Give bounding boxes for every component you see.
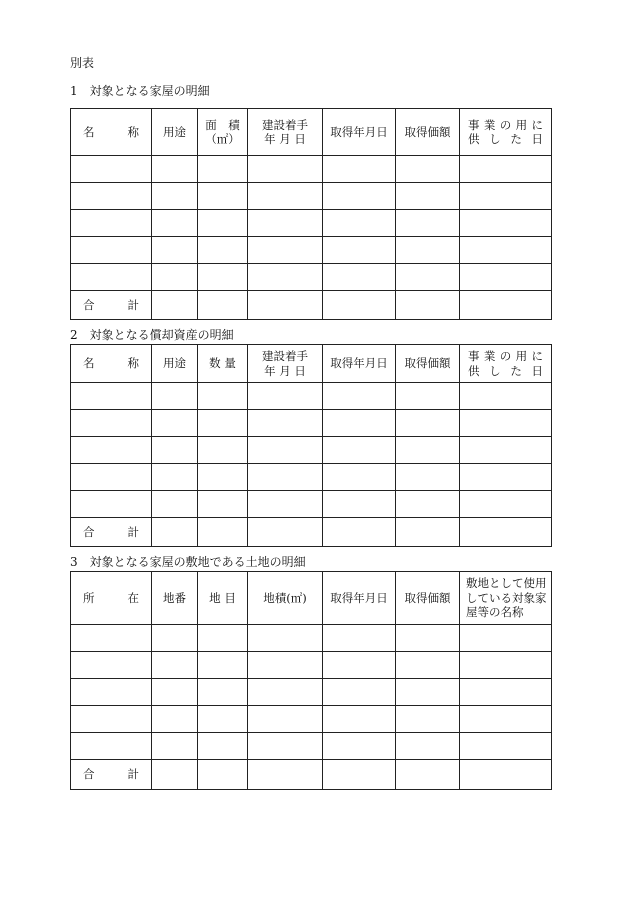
cell-land-category[interactable] (198, 760, 248, 790)
cell-lot-number[interactable] (152, 733, 198, 760)
cell-service-date[interactable] (460, 156, 552, 183)
cell-build-start[interactable] (248, 383, 323, 410)
cell-acq-date[interactable] (323, 491, 396, 518)
header-service-date (460, 109, 552, 156)
cell-lot-number[interactable] (152, 625, 198, 652)
cell-acq-date[interactable] (323, 625, 396, 652)
cell-name[interactable] (71, 156, 152, 183)
cell-build-start[interactable] (248, 518, 323, 547)
cell-land-area[interactable] (248, 652, 323, 679)
cell-site-usage[interactable] (460, 679, 552, 706)
cell-build-start[interactable] (248, 491, 323, 518)
cell-build-start[interactable] (248, 464, 323, 491)
cell-location[interactable] (71, 625, 152, 652)
cell-acq-date[interactable] (323, 410, 396, 437)
cell-acq-date[interactable] (323, 183, 396, 210)
cell-acq-date[interactable] (323, 518, 396, 547)
cell-name[interactable] (71, 183, 152, 210)
header-usage-line2: している対象家 (466, 590, 547, 605)
cell-quantity[interactable] (198, 410, 248, 437)
table-row (71, 464, 552, 491)
cell-land-area[interactable] (248, 733, 323, 760)
total-label: 合 計 (71, 291, 152, 320)
cell-service-date[interactable] (460, 437, 552, 464)
cell-land-category[interactable] (198, 679, 248, 706)
cell-quantity[interactable] (198, 383, 248, 410)
header-land-area: 地積(㎡) (248, 572, 323, 625)
header-acq-date: 取得年月日 (323, 109, 396, 156)
header-acq-date: 取得年月日 (323, 572, 396, 625)
header-acq-price: 取得価額 (396, 572, 460, 625)
table-row (71, 491, 552, 518)
header-acq-date: 取得年月日 (323, 345, 396, 383)
header-quantity: 数 量 (198, 345, 248, 383)
cell-acq-price[interactable] (396, 518, 460, 547)
cell-use[interactable] (152, 210, 198, 237)
header-service-date (460, 345, 552, 383)
cell-acq-date[interactable] (323, 464, 396, 491)
cell-service-date[interactable] (460, 383, 552, 410)
cell-acq-price[interactable] (396, 291, 460, 320)
table-row (71, 237, 552, 264)
cell-acq-date[interactable] (323, 733, 396, 760)
cell-acq-price[interactable] (396, 383, 460, 410)
total-row (71, 291, 552, 320)
cell-build-start[interactable] (248, 437, 323, 464)
cell-acq-price[interactable] (396, 437, 460, 464)
cell-use[interactable] (152, 291, 198, 320)
cell-acq-price[interactable] (396, 183, 460, 210)
header-site-usage (460, 572, 552, 625)
cell-site-usage[interactable] (460, 706, 552, 733)
table-row (71, 733, 552, 760)
cell-acq-date[interactable] (323, 383, 396, 410)
cell-acq-date[interactable] (323, 652, 396, 679)
cell-acq-price[interactable] (396, 706, 460, 733)
cell-location[interactable] (71, 652, 152, 679)
cell-service-date[interactable] (460, 237, 552, 264)
header-row (71, 109, 552, 156)
header-usage-line3: 屋等の名称 (466, 605, 524, 620)
cell-acq-price[interactable] (396, 491, 460, 518)
header-name: 名 称 (71, 345, 152, 383)
cell-land-area[interactable] (248, 679, 323, 706)
cell-quantity[interactable] (198, 491, 248, 518)
cell-lot-number[interactable] (152, 652, 198, 679)
cell-lot-number[interactable] (152, 679, 198, 706)
section1-title: 1 対象となる家屋の明細 (70, 84, 210, 98)
header-area (198, 109, 248, 156)
cell-land-category[interactable] (198, 652, 248, 679)
cell-name[interactable] (71, 237, 152, 264)
table-row (71, 652, 552, 679)
header-build-line1: 建設着手 (262, 349, 308, 364)
header-build-line2: 年 月 日 (264, 132, 306, 146)
cell-acq-price[interactable] (396, 410, 460, 437)
cell-service-date[interactable] (460, 491, 552, 518)
cell-land-category[interactable] (198, 733, 248, 760)
table-row (71, 383, 552, 410)
cell-build-start[interactable] (248, 237, 323, 264)
cell-lot-number[interactable] (152, 706, 198, 733)
cell-site-usage[interactable] (460, 652, 552, 679)
cell-area[interactable] (198, 210, 248, 237)
header-service-line1: 事業の用に (468, 117, 543, 132)
cell-name[interactable] (71, 491, 152, 518)
cell-build-start[interactable] (248, 156, 323, 183)
cell-acq-price[interactable] (396, 652, 460, 679)
building-details-table (70, 108, 552, 320)
cell-name[interactable] (71, 210, 152, 237)
cell-land-area[interactable] (248, 706, 323, 733)
table-row (71, 264, 552, 291)
cell-acq-date[interactable] (323, 760, 396, 790)
header-acq-price: 取得価額 (396, 109, 460, 156)
cell-acq-date[interactable] (323, 437, 396, 464)
header-row (71, 345, 552, 383)
cell-location[interactable] (71, 706, 152, 733)
header-build-start (248, 345, 323, 383)
cell-use[interactable] (152, 156, 198, 183)
cell-use[interactable] (152, 237, 198, 264)
cell-location[interactable] (71, 679, 152, 706)
cell-site-usage[interactable] (460, 625, 552, 652)
cell-acq-date[interactable] (323, 679, 396, 706)
table-row (71, 156, 552, 183)
header-build-start (248, 109, 323, 156)
cell-acq-price[interactable] (396, 237, 460, 264)
cell-acq-price[interactable] (396, 210, 460, 237)
cell-acq-date[interactable] (323, 291, 396, 320)
cell-use[interactable] (152, 383, 198, 410)
cell-service-date[interactable] (460, 210, 552, 237)
header-service-line1: 事業の用に (468, 349, 543, 364)
cell-acq-price[interactable] (396, 760, 460, 790)
header-build-line1: 建設着手 (262, 117, 308, 132)
table-row (71, 210, 552, 237)
cell-service-date[interactable] (460, 464, 552, 491)
header-acq-price: 取得価額 (396, 345, 460, 383)
cell-quantity[interactable] (198, 518, 248, 547)
land-details-table (70, 571, 552, 790)
header-row (71, 572, 552, 625)
cell-site-usage[interactable] (460, 733, 552, 760)
section2-title: 2 対象となる償却資産の明細 (70, 328, 234, 342)
cell-acq-price[interactable] (396, 156, 460, 183)
total-label: 合 計 (71, 760, 152, 790)
header-use: 用途 (152, 109, 198, 156)
cell-site-usage[interactable] (460, 760, 552, 790)
section3-title: 3 対象となる家屋の敷地である土地の明細 (70, 555, 306, 569)
header-use: 用途 (152, 345, 198, 383)
total-row (71, 760, 552, 790)
cell-use[interactable] (152, 491, 198, 518)
total-label: 合 計 (71, 518, 152, 547)
table-row (71, 706, 552, 733)
cell-build-start[interactable] (248, 410, 323, 437)
header-usage-line1: 敷地として使用 (466, 576, 547, 591)
cell-name[interactable] (71, 410, 152, 437)
cell-land-area[interactable] (248, 625, 323, 652)
header-service-line2: 供 し た 日 (468, 132, 543, 146)
cell-service-date[interactable] (460, 264, 552, 291)
header-area-line2: （㎡） (205, 132, 240, 146)
cell-use[interactable] (152, 464, 198, 491)
header-land-category: 地 目 (198, 572, 248, 625)
cell-lot-number[interactable] (152, 760, 198, 790)
cell-name[interactable] (71, 464, 152, 491)
cell-use[interactable] (152, 183, 198, 210)
table-row (71, 679, 552, 706)
page-label: 別表 (70, 56, 95, 70)
cell-build-start[interactable] (248, 183, 323, 210)
header-area-line1: 面 積 (205, 117, 240, 132)
cell-service-date[interactable] (460, 518, 552, 547)
header-lot-number: 地番 (152, 572, 198, 625)
table-row (71, 410, 552, 437)
cell-acq-price[interactable] (396, 464, 460, 491)
cell-area[interactable] (198, 237, 248, 264)
header-name: 名 称 (71, 109, 152, 156)
cell-area[interactable] (198, 183, 248, 210)
cell-land-category[interactable] (198, 625, 248, 652)
cell-quantity[interactable] (198, 464, 248, 491)
depreciable-assets-table (70, 344, 552, 547)
cell-acq-date[interactable] (323, 264, 396, 291)
cell-acq-price[interactable] (396, 679, 460, 706)
cell-acq-price[interactable] (396, 625, 460, 652)
cell-location[interactable] (71, 733, 152, 760)
table-row (71, 437, 552, 464)
cell-quantity[interactable] (198, 437, 248, 464)
cell-name[interactable] (71, 383, 152, 410)
header-build-line2: 年 月 日 (264, 363, 306, 378)
header-location: 所 在 (71, 572, 152, 625)
cell-area[interactable] (198, 264, 248, 291)
cell-acq-date[interactable] (323, 706, 396, 733)
cell-area[interactable] (198, 156, 248, 183)
cell-service-date[interactable] (460, 183, 552, 210)
cell-use[interactable] (152, 518, 198, 547)
cell-acq-price[interactable] (396, 733, 460, 760)
cell-name[interactable] (71, 437, 152, 464)
cell-build-start[interactable] (248, 264, 323, 291)
table-row (71, 625, 552, 652)
cell-use[interactable] (152, 410, 198, 437)
total-row (71, 518, 552, 547)
cell-build-start[interactable] (248, 210, 323, 237)
cell-acq-price[interactable] (396, 264, 460, 291)
table-row (71, 183, 552, 210)
cell-use[interactable] (152, 264, 198, 291)
cell-acq-date[interactable] (323, 237, 396, 264)
header-service-line2: 供 し た 日 (468, 363, 543, 378)
cell-land-area[interactable] (248, 760, 323, 790)
cell-name[interactable] (71, 264, 152, 291)
cell-service-date[interactable] (460, 291, 552, 320)
cell-use[interactable] (152, 437, 198, 464)
cell-acq-date[interactable] (323, 210, 396, 237)
cell-build-start[interactable] (248, 291, 323, 320)
cell-acq-date[interactable] (323, 156, 396, 183)
cell-area[interactable] (198, 291, 248, 320)
cell-land-category[interactable] (198, 706, 248, 733)
cell-service-date[interactable] (460, 410, 552, 437)
